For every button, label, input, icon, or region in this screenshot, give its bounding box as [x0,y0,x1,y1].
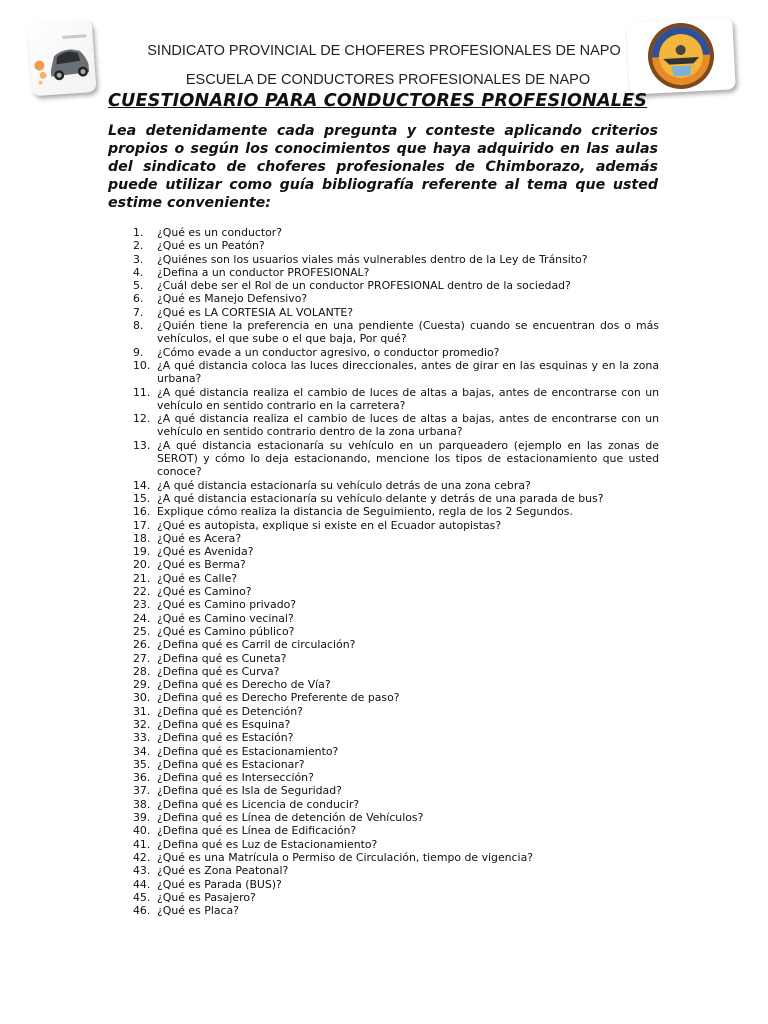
question-text: ¿Qué es Camino privado? [157,598,297,612]
question-number: 13. [133,438,151,452]
question-number: 3. [133,252,144,266]
question-item [133,226,659,239]
question-item [133,745,659,758]
question-text: ¿Qué es una Matrícula o Permiso de Circulación, tiempo de vigencia? [157,850,534,864]
question-number: 32. [133,717,151,731]
question-item [133,558,659,571]
question-number: 40. [133,824,151,838]
question-item [133,652,659,665]
question-text: ¿Defina qué es Carril de circulación? [157,638,356,652]
question-text: ¿A qué distancia estacionaría su vehículo delante y detrás de una parada de bus? [157,491,604,505]
question-item [133,851,659,864]
question-item [133,266,659,279]
question-item [133,598,659,611]
question-item [133,319,659,346]
question-text: ¿Defina qué es Estación? [157,731,294,745]
question-number: 14. [133,478,151,492]
question-text: ¿Defina qué es Estacionamiento? [157,744,339,758]
question-text: ¿Defina qué es Curva? [157,664,280,678]
question-number: 25. [133,624,151,638]
question-number: 6. [133,292,144,306]
question-text: ¿A qué distancia coloca las luces direccionales, antes de girar en las esquinas y en la zona urbana? [157,358,659,386]
question-text: Explique cómo realiza la distancia de Seguimiento, regla de los 2 Segundos. [157,505,573,519]
question-number: 9. [133,345,144,359]
question-text: ¿A qué distancia realiza el cambio de luces de altas a bajas, antes de encontrarse con un vehículo en sentido contrario dentro de la zona urbana? [157,412,659,439]
question-text: ¿Qué es Placa? [157,904,239,918]
question-item [133,625,659,638]
question-text: ¿Defina qué es Isla de Seguridad? [157,784,342,798]
header-school-name: ESCUELA DE CONDUCTORES PROFESIONALES DE NAPO [185,72,591,88]
question-text: ¿Cuál debe ser el Rol de un conductor PROFESIONAL dentro de la sociedad? [157,279,571,293]
question-list [133,226,659,917]
question-text: ¿Qué es autopista, explique si existe en el Ecuador autopistas? [157,518,502,532]
question-text: ¿Qué es Camino público? [157,624,295,638]
question-item [133,824,659,837]
question-number: 20. [133,558,151,572]
question-item [133,386,659,413]
question-number: 2. [133,239,144,253]
question-number: 19. [133,545,151,559]
question-number: 36. [133,771,151,785]
question-number: 28. [133,664,151,678]
question-item [133,891,659,904]
question-text: ¿A qué distancia realiza el cambio de luces de altas a bajas, antes de encontrarse con un vehículo en sentido contrario en la carretera? [157,385,659,412]
question-number: 46. [133,904,151,918]
question-text: ¿Qué es Parada (BUS)? [157,877,282,891]
document-title: CUESTIONARIO PARA CONDUCTORES PROFESIONALES [108,91,648,111]
question-text: ¿Qué es Zona Peatonal? [157,864,289,878]
question-text: ¿Qué es un Peatón? [157,239,265,253]
question-item [133,691,659,704]
question-item [133,731,659,744]
question-number: 1. [133,226,144,239]
question-text: ¿Defina qué es Derecho Preferente de paso? [157,691,400,705]
question-number: 35. [133,757,151,771]
question-text: ¿Quiénes son los usuarios viales más vulnerables dentro de la Ley de Tránsito? [157,252,588,266]
question-number: 8. [133,319,144,333]
question-item [133,505,659,518]
question-number: 10. [133,358,151,372]
question-text: ¿Defina qué es Detención? [157,704,303,718]
question-item [133,532,659,545]
question-item [133,705,659,718]
question-item [133,798,659,811]
question-item [133,306,659,319]
question-text: ¿Qué es Pasajero? [157,890,256,904]
question-number: 39. [133,811,151,825]
question-text: ¿Defina a un conductor PROFESIONAL? [157,265,370,279]
question-text: ¿Defina qué es Luz de Estacionamiento? [157,837,378,851]
question-number: 38. [133,797,151,811]
question-item [133,253,659,266]
question-number: 18. [133,531,151,545]
question-number: 17. [133,518,151,532]
question-text: ¿Qué es un conductor? [157,226,283,239]
question-number: 11. [133,385,151,399]
question-number: 4. [133,265,144,279]
question-number: 15. [133,491,151,505]
question-number: 7. [133,305,144,319]
question-text: ¿Cómo evade a un conductor agresivo, o conductor promedio? [157,345,500,359]
question-number: 23. [133,598,151,612]
question-item [133,665,659,678]
question-item [133,292,659,305]
question-item [133,811,659,824]
question-item [133,612,659,625]
question-number: 34. [133,744,151,758]
question-item [133,519,659,532]
question-number: 16. [133,505,151,519]
question-text: ¿Qué es Avenida? [157,545,254,559]
question-text: ¿Defina qué es Esquina? [157,717,291,731]
question-item [133,878,659,891]
question-item [133,346,659,359]
question-number: 44. [133,877,151,891]
question-item [133,838,659,851]
question-text: ¿Qué es Calle? [157,571,238,585]
question-text: ¿Qué es LA CORTESIA AL VOLANTE? [157,305,354,319]
question-text: ¿A qué distancia estacionaría su vehículo detrás de una zona cebra? [157,478,531,492]
question-item [133,439,659,479]
question-item [133,492,659,505]
question-number: 26. [133,638,151,652]
question-text: ¿Qué es Berma? [157,558,246,572]
question-item [133,864,659,877]
question-item [133,638,659,651]
question-text: ¿Defina qué es Línea de Edificación? [157,824,357,838]
question-item [133,412,659,439]
question-text: ¿Qué es Manejo Defensivo? [157,292,308,306]
question-item [133,784,659,797]
question-text: ¿Defina qué es Intersección? [157,771,314,785]
question-number: 29. [133,678,151,692]
question-text: ¿Qué es Camino vecinal? [157,611,294,625]
question-item [133,758,659,771]
question-item [133,904,659,917]
question-number: 37. [133,784,151,798]
question-number: 24. [133,611,151,625]
question-number: 31. [133,704,151,718]
question-item [133,585,659,598]
question-number: 41. [133,837,151,851]
question-item [133,479,659,492]
question-text: ¿Defina qué es Derecho de Vía? [157,678,331,692]
question-number: 22. [133,585,151,599]
question-item [133,359,659,386]
question-item [133,545,659,558]
question-number: 21. [133,571,151,585]
question-text: ¿Qué es Camino? [157,585,252,599]
question-text: ¿Qué es Acera? [157,531,242,545]
question-text: ¿Defina qué es Licencia de conducir? [157,797,360,811]
instructions-paragraph: Lea detenidamente cada pregunta y conteste aplicando criterios propios o según los conocimientos que haya adquirido en las aulas del sindicato de choferes profesionales de Chimborazo, además puede utilizar como guía bibliografía referente al tema que usted estime conveniente: [108,123,658,211]
question-number: 12. [133,412,151,426]
question-item [133,239,659,252]
question-item [133,718,659,731]
question-text: ¿Defina qué es Cuneta? [157,651,287,665]
question-number: 43. [133,864,151,878]
question-item [133,678,659,691]
question-number: 30. [133,691,151,705]
question-text: ¿A qué distancia estacionaría su vehículo en un parqueadero (ejemplo en las zonas de SEROT) y cómo lo deja estacionando, mencione los tipos de estacionamiento que usted conoce? [157,438,659,479]
question-text: ¿Defina qué es Línea de detención de Vehículos? [157,811,424,825]
question-number: 45. [133,890,151,904]
question-item [133,279,659,292]
question-number: 42. [133,850,151,864]
header-union-name: SINDICATO PROVINCIAL DE CHOFERES PROFESIONALES DE NAPO [147,43,621,59]
question-number: 5. [133,279,144,293]
question-number: 27. [133,651,151,665]
question-number: 33. [133,731,151,745]
question-text: ¿Defina qué es Estacionar? [157,757,305,771]
question-item [133,771,659,784]
question-item [133,572,659,585]
question-text: ¿Quién tiene la preferencia en una pendiente (Cuesta) cuando se encuentran dos o más vehículos, el que sube o el que baja, Por qué? [157,319,659,346]
